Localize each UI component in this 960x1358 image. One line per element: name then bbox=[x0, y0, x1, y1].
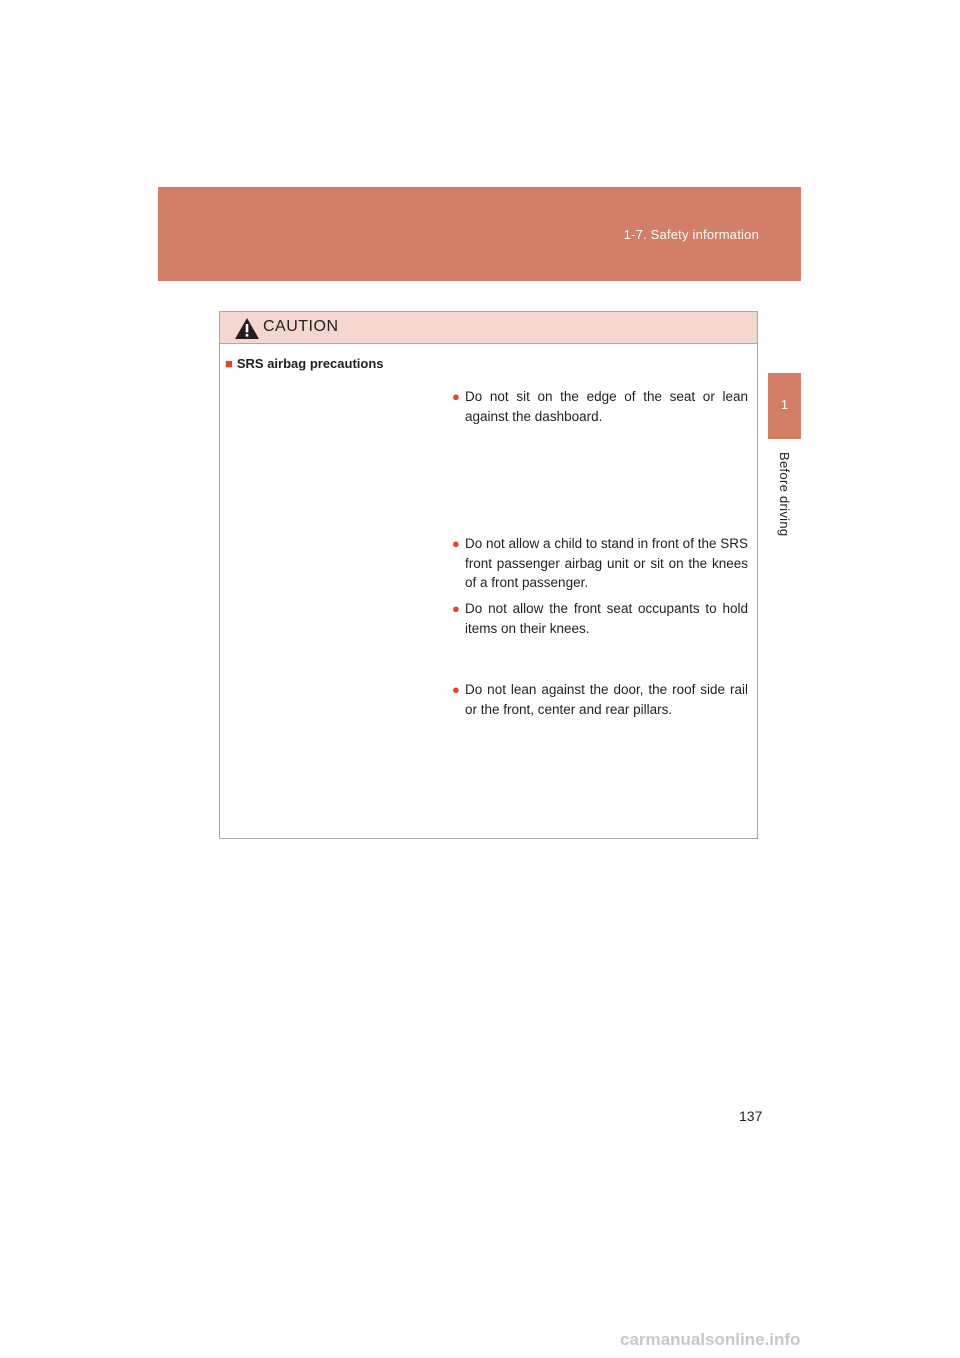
caution-box bbox=[219, 311, 758, 839]
caution-title: CAUTION bbox=[263, 318, 339, 335]
round-bullet-icon: ● bbox=[452, 536, 460, 551]
list-item-text: Do not allow the front seat occupants to hold items on their knees. bbox=[465, 601, 748, 636]
precaution-heading-text: SRS airbag precautions bbox=[236, 356, 384, 371]
list-item-text: Do not allow a child to stand in front of the SRS front passenger airbag unit or sit on the knees of a front passenger. bbox=[465, 536, 748, 590]
caution-header bbox=[220, 312, 757, 344]
section-title: 1-7. Safety information bbox=[623, 227, 759, 242]
header-band bbox=[158, 187, 801, 281]
square-bullet-icon: ■ bbox=[225, 356, 233, 371]
chapter-tab[interactable] bbox=[768, 373, 801, 439]
list-item bbox=[452, 534, 748, 593]
round-bullet-icon: ● bbox=[452, 601, 460, 616]
precaution-heading bbox=[225, 356, 384, 371]
list-item bbox=[452, 680, 748, 719]
chapter-label: Before driving bbox=[777, 452, 792, 537]
list-item bbox=[452, 599, 748, 638]
page-number: 137 bbox=[739, 1108, 763, 1124]
list-item-text: Do not sit on the edge of the seat or lean against the dashboard. bbox=[465, 389, 748, 424]
list-item-text: Do not lean against the door, the roof side rail or the front, center and rear pillars. bbox=[465, 682, 748, 717]
chapter-number: 1 bbox=[780, 397, 789, 412]
round-bullet-icon: ● bbox=[452, 682, 460, 697]
list-item bbox=[452, 387, 748, 426]
watermark: carmanualsonline.info bbox=[620, 1330, 801, 1349]
round-bullet-icon: ● bbox=[452, 389, 460, 404]
warning-triangle-icon bbox=[234, 317, 260, 340]
